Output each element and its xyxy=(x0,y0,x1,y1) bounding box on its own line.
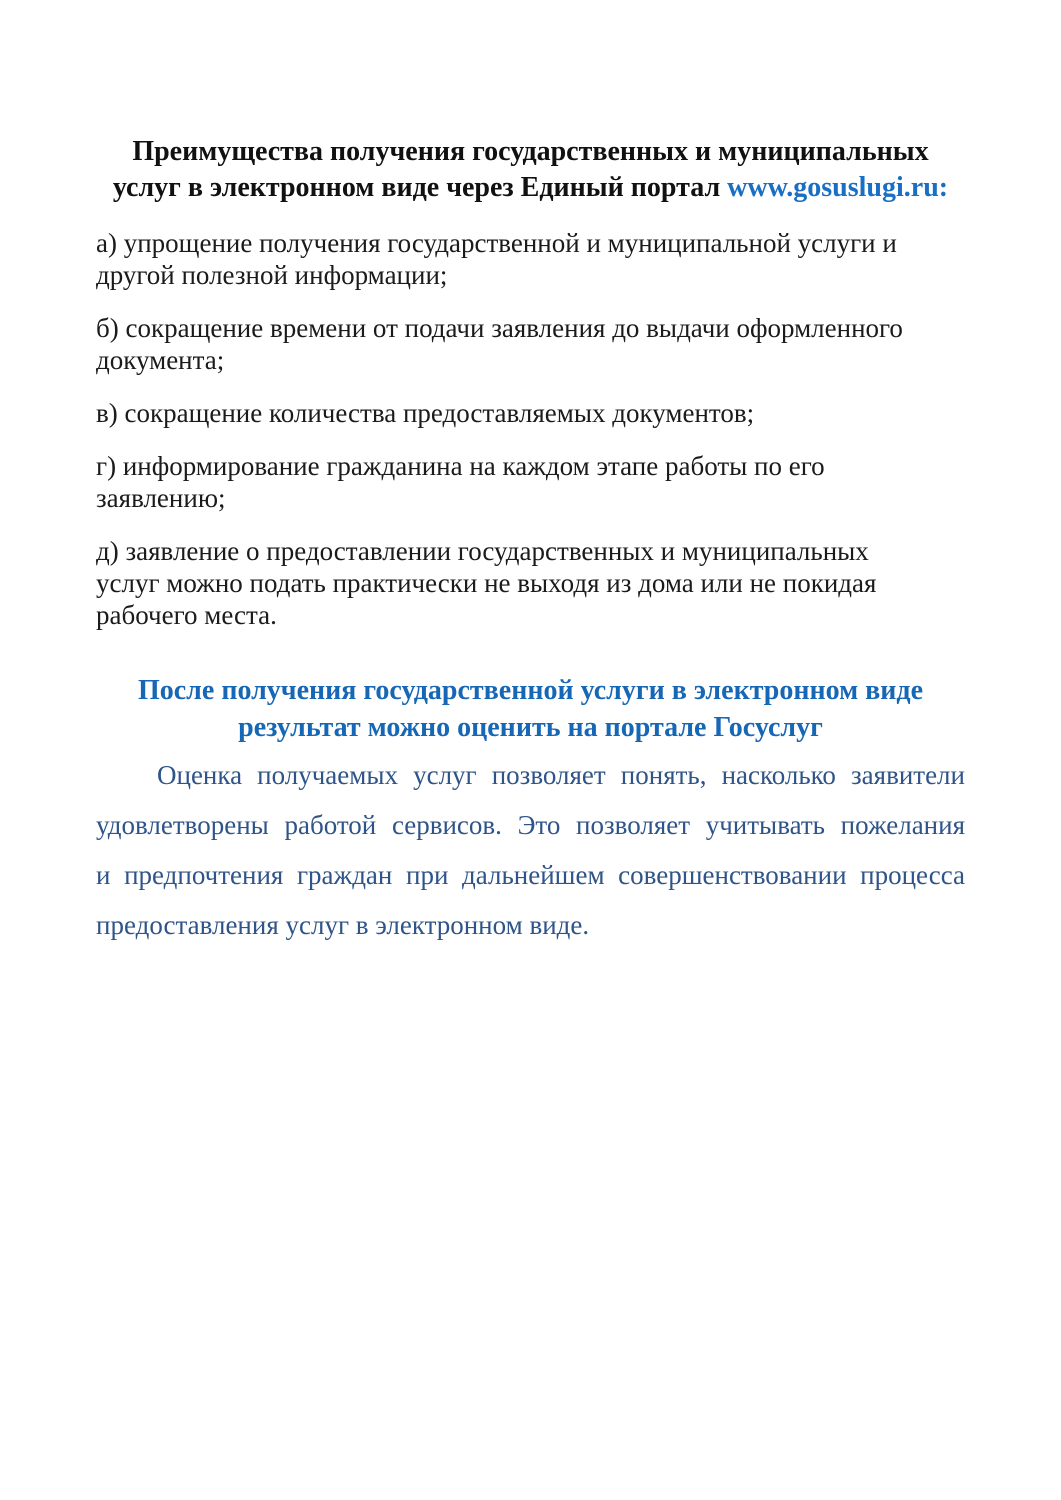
benefit-g-line-1: г) информирование гражданина на каждом этапе работы по его xyxy=(96,451,825,481)
benefit-paragraph-d xyxy=(96,535,965,631)
benefit-paragraph-b xyxy=(96,312,965,376)
benefit-b-line-1: б) сокращение времени от подачи заявления до выдачи оформленного xyxy=(96,313,903,343)
benefit-v-line-1: в) сокращение количества предоставляемых документов; xyxy=(96,398,755,428)
gosuslugi-portal-link[interactable]: www.gosuslugi.ru: xyxy=(727,172,949,203)
assessment-paragraph-line-2: удовлетворены работой сервисов. Это позволяет учитывать пожелания xyxy=(96,810,965,840)
benefit-a-line-1: а) упрощение получения государственной и муниципальной услуги и xyxy=(96,228,897,258)
benefit-paragraph-g xyxy=(96,450,965,514)
benefit-a-line-2: другой полезной информации; xyxy=(96,260,448,290)
benefit-paragraph-v xyxy=(96,397,965,429)
assessment-heading xyxy=(96,672,965,746)
benefit-paragraph-a xyxy=(96,227,965,291)
assessment-paragraph-line-3: и предпочтения граждан при дальнейшем совершенствовании процесса xyxy=(96,860,965,890)
assessment-paragraph-line-4: предоставления услуг в электронном виде. xyxy=(96,910,590,940)
benefit-b-line-2: документа; xyxy=(96,345,225,375)
benefit-d-line-3: рабочего места. xyxy=(96,600,277,630)
assessment-heading-line-2: результат можно оценить на портале Госуслуг xyxy=(238,712,823,743)
assessment-paragraph xyxy=(96,750,965,950)
benefit-g-line-2: заявлению; xyxy=(96,483,226,513)
benefit-d-line-1: д) заявление о предоставлении государственных и муниципальных xyxy=(96,536,869,566)
assessment-paragraph-line-1: Оценка получаемых услуг позволяет понять, насколько заявители xyxy=(157,760,965,790)
benefit-d-line-2: услуг можно подать практически не выходя из дома или не покидая xyxy=(96,568,877,598)
document-title xyxy=(96,134,965,206)
document-title-line-2 xyxy=(96,170,965,206)
document-title-line-1: Преимущества получения государственных и муниципальных xyxy=(132,136,929,167)
document-title-line-2-text: услуг в электронном виде через Единый портал xyxy=(112,172,728,203)
assessment-heading-line-1: После получения государственной услуги в электронном виде xyxy=(137,675,924,706)
